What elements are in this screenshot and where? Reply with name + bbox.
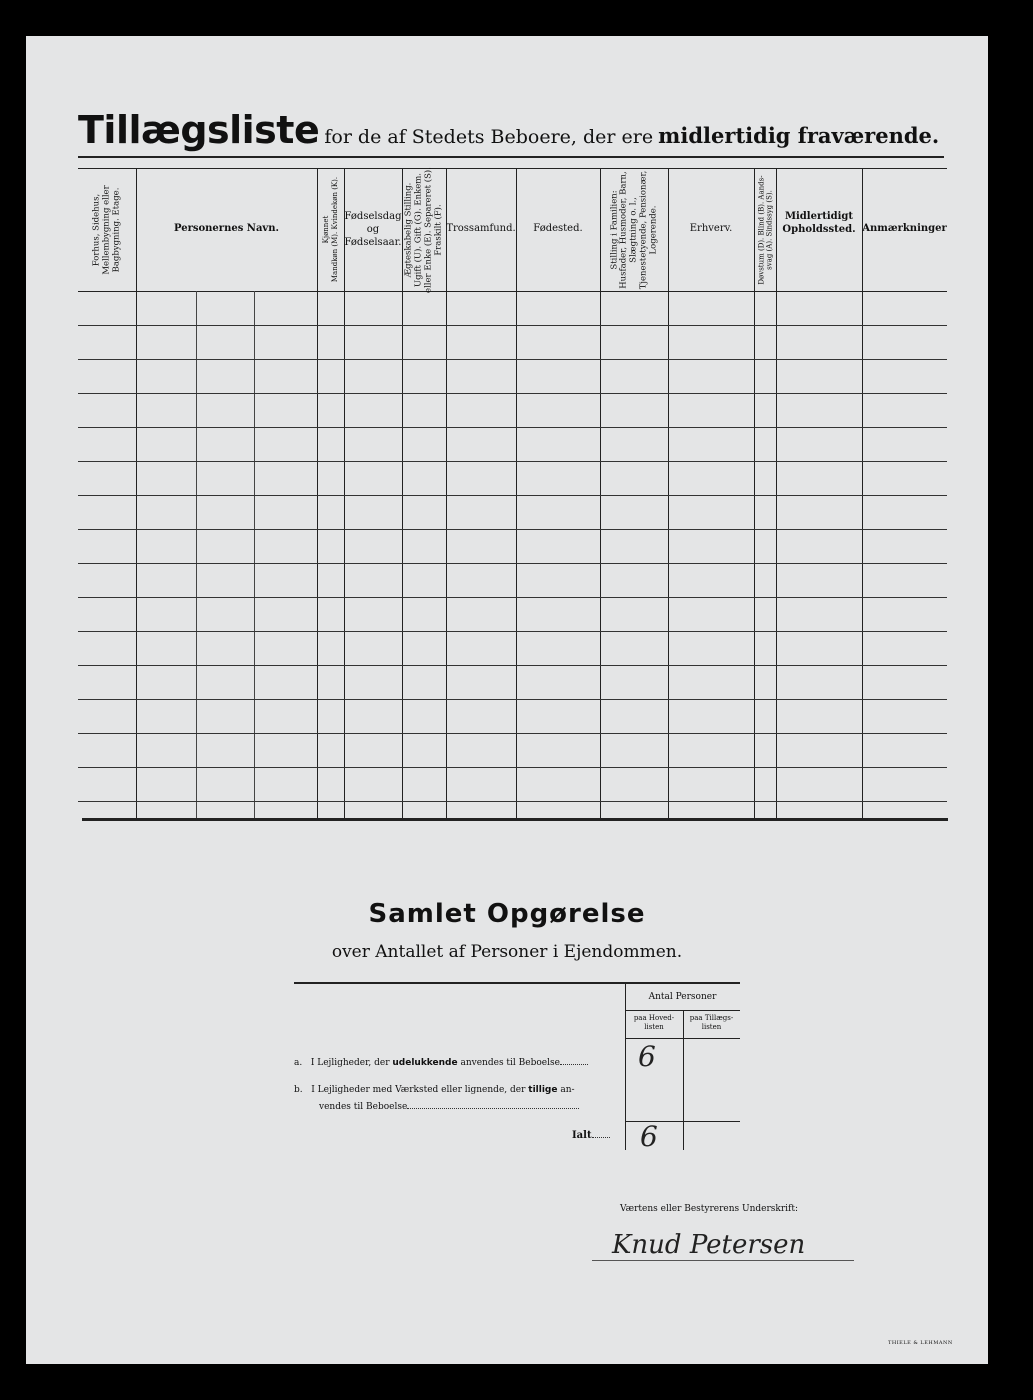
column-header-opholdssted: Midlertidigt Opholdssted. xyxy=(782,211,856,235)
column-header-bygning: Forhus, Sidehus, Mellembygning eller Bagbygning. Etage. xyxy=(91,184,121,275)
column-header-sans: Døvstum (D). Blind (B). Aands- svag (A). Sindssyg (S). xyxy=(756,174,773,285)
title-bold: midlertidig fraværende. xyxy=(658,123,940,148)
summary-row-b: b. I Lejligheder med Værksted eller lignende, der tillige an- vendes til Beboelse xyxy=(294,1082,579,1116)
census-sheet xyxy=(26,36,988,1364)
column-header-navn: Personernes Navn. xyxy=(173,223,279,234)
ialt-row: Ialt xyxy=(572,1130,610,1141)
row-a-hoved-value: 6 xyxy=(638,1040,656,1073)
signature-name: Knud Petersen xyxy=(612,1230,806,1260)
column-header-erhverv: Erhverv. xyxy=(689,223,733,234)
column-header-fodested: Fødested. xyxy=(533,223,583,234)
col-hovedlisten: paa Hoved- listen xyxy=(633,1014,675,1032)
title-main: Tillægsliste xyxy=(78,108,320,152)
column-header-aegteskab: Ægteskabelig Stilling. Ugift (U). Gift (G). Enkem. eller Enke (E). Separeret (S). Fraskilt (F). xyxy=(403,166,443,293)
column-header-stilling: Stilling i Familien: Husfader, Husmoder, Barn, Slægtning o. l., Tjenestetyende, Pensionær, Logerende. xyxy=(608,170,658,289)
column-header-fodsel: Fødselsdag og Fødselsaar. xyxy=(344,211,402,248)
printer-mark: THIELE & LEHMANN xyxy=(888,1340,953,1346)
summary-row-a: a. I Lejligheder, der udelukkende anvendes til Beboelse xyxy=(294,1058,588,1068)
page-title xyxy=(78,108,958,152)
column-header-kjon: Kjønnet Mandkøn (M). Kvindekøn (K). xyxy=(322,176,339,283)
ialt-value: 6 xyxy=(640,1120,658,1153)
antal-personer-header: Antal Personer xyxy=(648,992,717,1002)
summary-title: Samlet Opgørelse xyxy=(368,899,646,929)
title-middle: for de af Stedets Beboere, der ere xyxy=(324,126,654,148)
col-tillaegslisten: paa Tillægs- listen xyxy=(689,1014,734,1032)
summary-subtitle: over Antallet af Personer i Ejendommen. xyxy=(331,942,683,962)
column-header-anm: Anmærkninger xyxy=(862,223,947,234)
signature-label: Værtens eller Bestyrerens Underskrift: xyxy=(620,1204,799,1214)
column-header-tro: Trossamfund. xyxy=(446,223,516,234)
